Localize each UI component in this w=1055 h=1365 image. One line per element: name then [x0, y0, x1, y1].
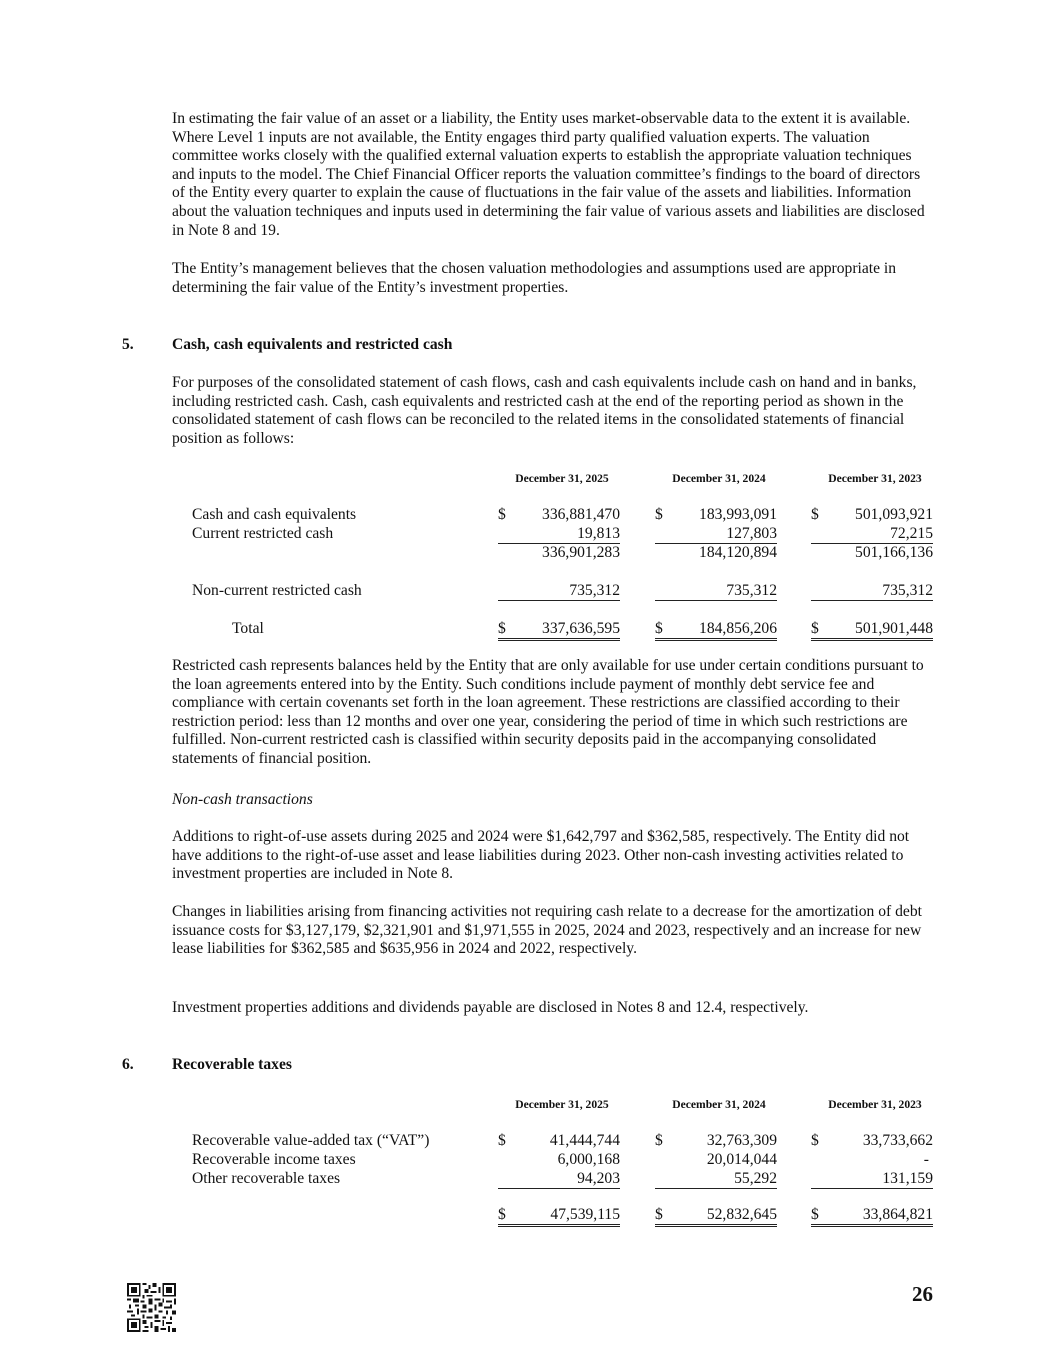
table-cell: $ 41,444,744	[498, 1132, 620, 1149]
table-cell: 127,803	[655, 525, 777, 544]
row-label: Non-current restricted cash	[192, 582, 362, 599]
qr-code-icon	[127, 1283, 176, 1332]
table-cell: 735,312	[811, 582, 933, 601]
subtotal-cell: 501,166,136	[855, 544, 933, 561]
investment-properties-paragraph: Investment properties additions and dividends payable are disclosed in Notes 8 and 12.4, respectively.	[172, 999, 809, 1016]
table-cell: $ 336,881,470	[498, 506, 620, 523]
subtotal-cell: 184,120,894	[699, 544, 777, 561]
restricted-cash-paragraph: Restricted cash represents balances held by the Entity that are only available for use under certain conditions pursuant to the loan agreements entered into by the Entity. Such conditions include payment of monthly debt service fee and compliance with certain covenants set forth in the loan agreement. These restrictions are classified according to their restriction period: less than 12 months and over one year, considering the period of time in which such restrictions are fulfilled. Non-current restricted cash is classified within security deposits paid in the accompanying consolidated statements of financial position.	[172, 657, 924, 767]
page-number: 26	[912, 1282, 933, 1306]
fair-value-paragraph: In estimating the fair value of an asset or a liability, the Entity uses market-observable data to the extent it is available. Where Level 1 inputs are not available, the Entity engages third party qualified valuation experts. The valuation committee works closely with the qualified external valuation experts to establish the appropriate valuation techniques and inputs to the model. The Chief Financial Officer reports the valuation committee’s findings to the board of directors of the Entity every quarter to explain the cause of fluctuations in the fair value of the assets and liabilities. Information about the valuation techniques and inputs used in determining the fair value of various assets and liabilities are disclosed in Note 8 and 19.	[172, 110, 925, 239]
section-5-number: 5.	[122, 336, 134, 353]
column-header: December 31, 2024	[672, 472, 766, 485]
table-cell: -	[923, 1151, 929, 1168]
table-cell: 735,312	[655, 582, 777, 601]
total-label: Total	[232, 620, 264, 637]
right-of-use-paragraph: Additions to right-of-use assets during 2025 and 2024 were $1,642,797 and $362,585, respectively. The Entity did not have additions to the right-of-use asset and lease liabilities during 2023. Other non-cash investing activities related to investment properties are included in Note 8.	[172, 828, 910, 883]
management-paragraph: The Entity’s management believes that the chosen valuation methodologies and assumptions used are appropriate in determining the fair value of the Entity’s investment properties.	[172, 260, 897, 296]
financing-liabilities-paragraph: Changes in liabilities arising from financing activities not requiring cash relate to a decrease for the amortization of debt issuance costs for $3,127,179, $2,321,901 and $1,971,555 in 2025, 2024 and 2023, respectively and an increase for new lease liabilities for $362,585 and $635,956 in 2024 and 2022, respectively.	[172, 903, 922, 958]
column-header: December 31, 2025	[515, 1098, 609, 1111]
section-5-intro: For purposes of the consolidated statement of cash flows, cash and cash equivalents include cash on hand and in banks, including restricted cash. Cash, cash equivalents and restricted cash at the end of the reporting period as shown in the consolidated statement of cash flows can be reconciled to the related items in the consolidated statements of financial position as follows:	[172, 374, 917, 447]
table-cell: 72,215	[811, 525, 933, 544]
noncash-subheading: Non-cash transactions	[172, 791, 313, 808]
table-cell: $ 33,733,662	[811, 1132, 933, 1149]
row-label: Cash and cash equivalents	[192, 506, 357, 523]
column-header: December 31, 2023	[828, 1098, 922, 1111]
table-cell: 55,292	[655, 1170, 777, 1189]
total-cell: $ 501,901,448	[811, 620, 933, 641]
column-header: December 31, 2024	[672, 1098, 766, 1111]
table-cell: $ 501,093,921	[811, 506, 933, 523]
row-label: Recoverable value-added tax (“VAT”)	[192, 1132, 430, 1149]
row-label: Recoverable income taxes	[192, 1151, 356, 1168]
subtotal-cell: 336,901,283	[542, 544, 620, 561]
section-6-title: Recoverable taxes	[172, 1056, 292, 1073]
total-cell: $ 337,636,595	[498, 620, 620, 641]
total-cell: $ 47,539,115	[498, 1206, 620, 1227]
section-6-number: 6.	[122, 1056, 134, 1073]
table-cell: 20,014,044	[706, 1151, 777, 1168]
row-label: Current restricted cash	[192, 525, 334, 542]
column-header: December 31, 2025	[515, 472, 609, 485]
table-cell: 6,000,168	[557, 1151, 620, 1168]
table-cell: 735,312	[498, 582, 620, 601]
total-cell: $ 184,856,206	[655, 620, 777, 641]
section-5-title: Cash, cash equivalents and restricted cash	[172, 336, 453, 353]
table-cell: $ 32,763,309	[655, 1132, 777, 1149]
total-cell: $ 33,864,821	[811, 1206, 933, 1227]
total-cell: $ 52,832,645	[655, 1206, 777, 1227]
table-cell: $ 183,993,091	[655, 506, 777, 523]
table-cell: 131,159	[811, 1170, 933, 1189]
row-label: Other recoverable taxes	[192, 1170, 341, 1187]
column-header: December 31, 2023	[828, 472, 922, 485]
table-cell: 19,813	[498, 525, 620, 544]
table-cell: 94,203	[498, 1170, 620, 1189]
